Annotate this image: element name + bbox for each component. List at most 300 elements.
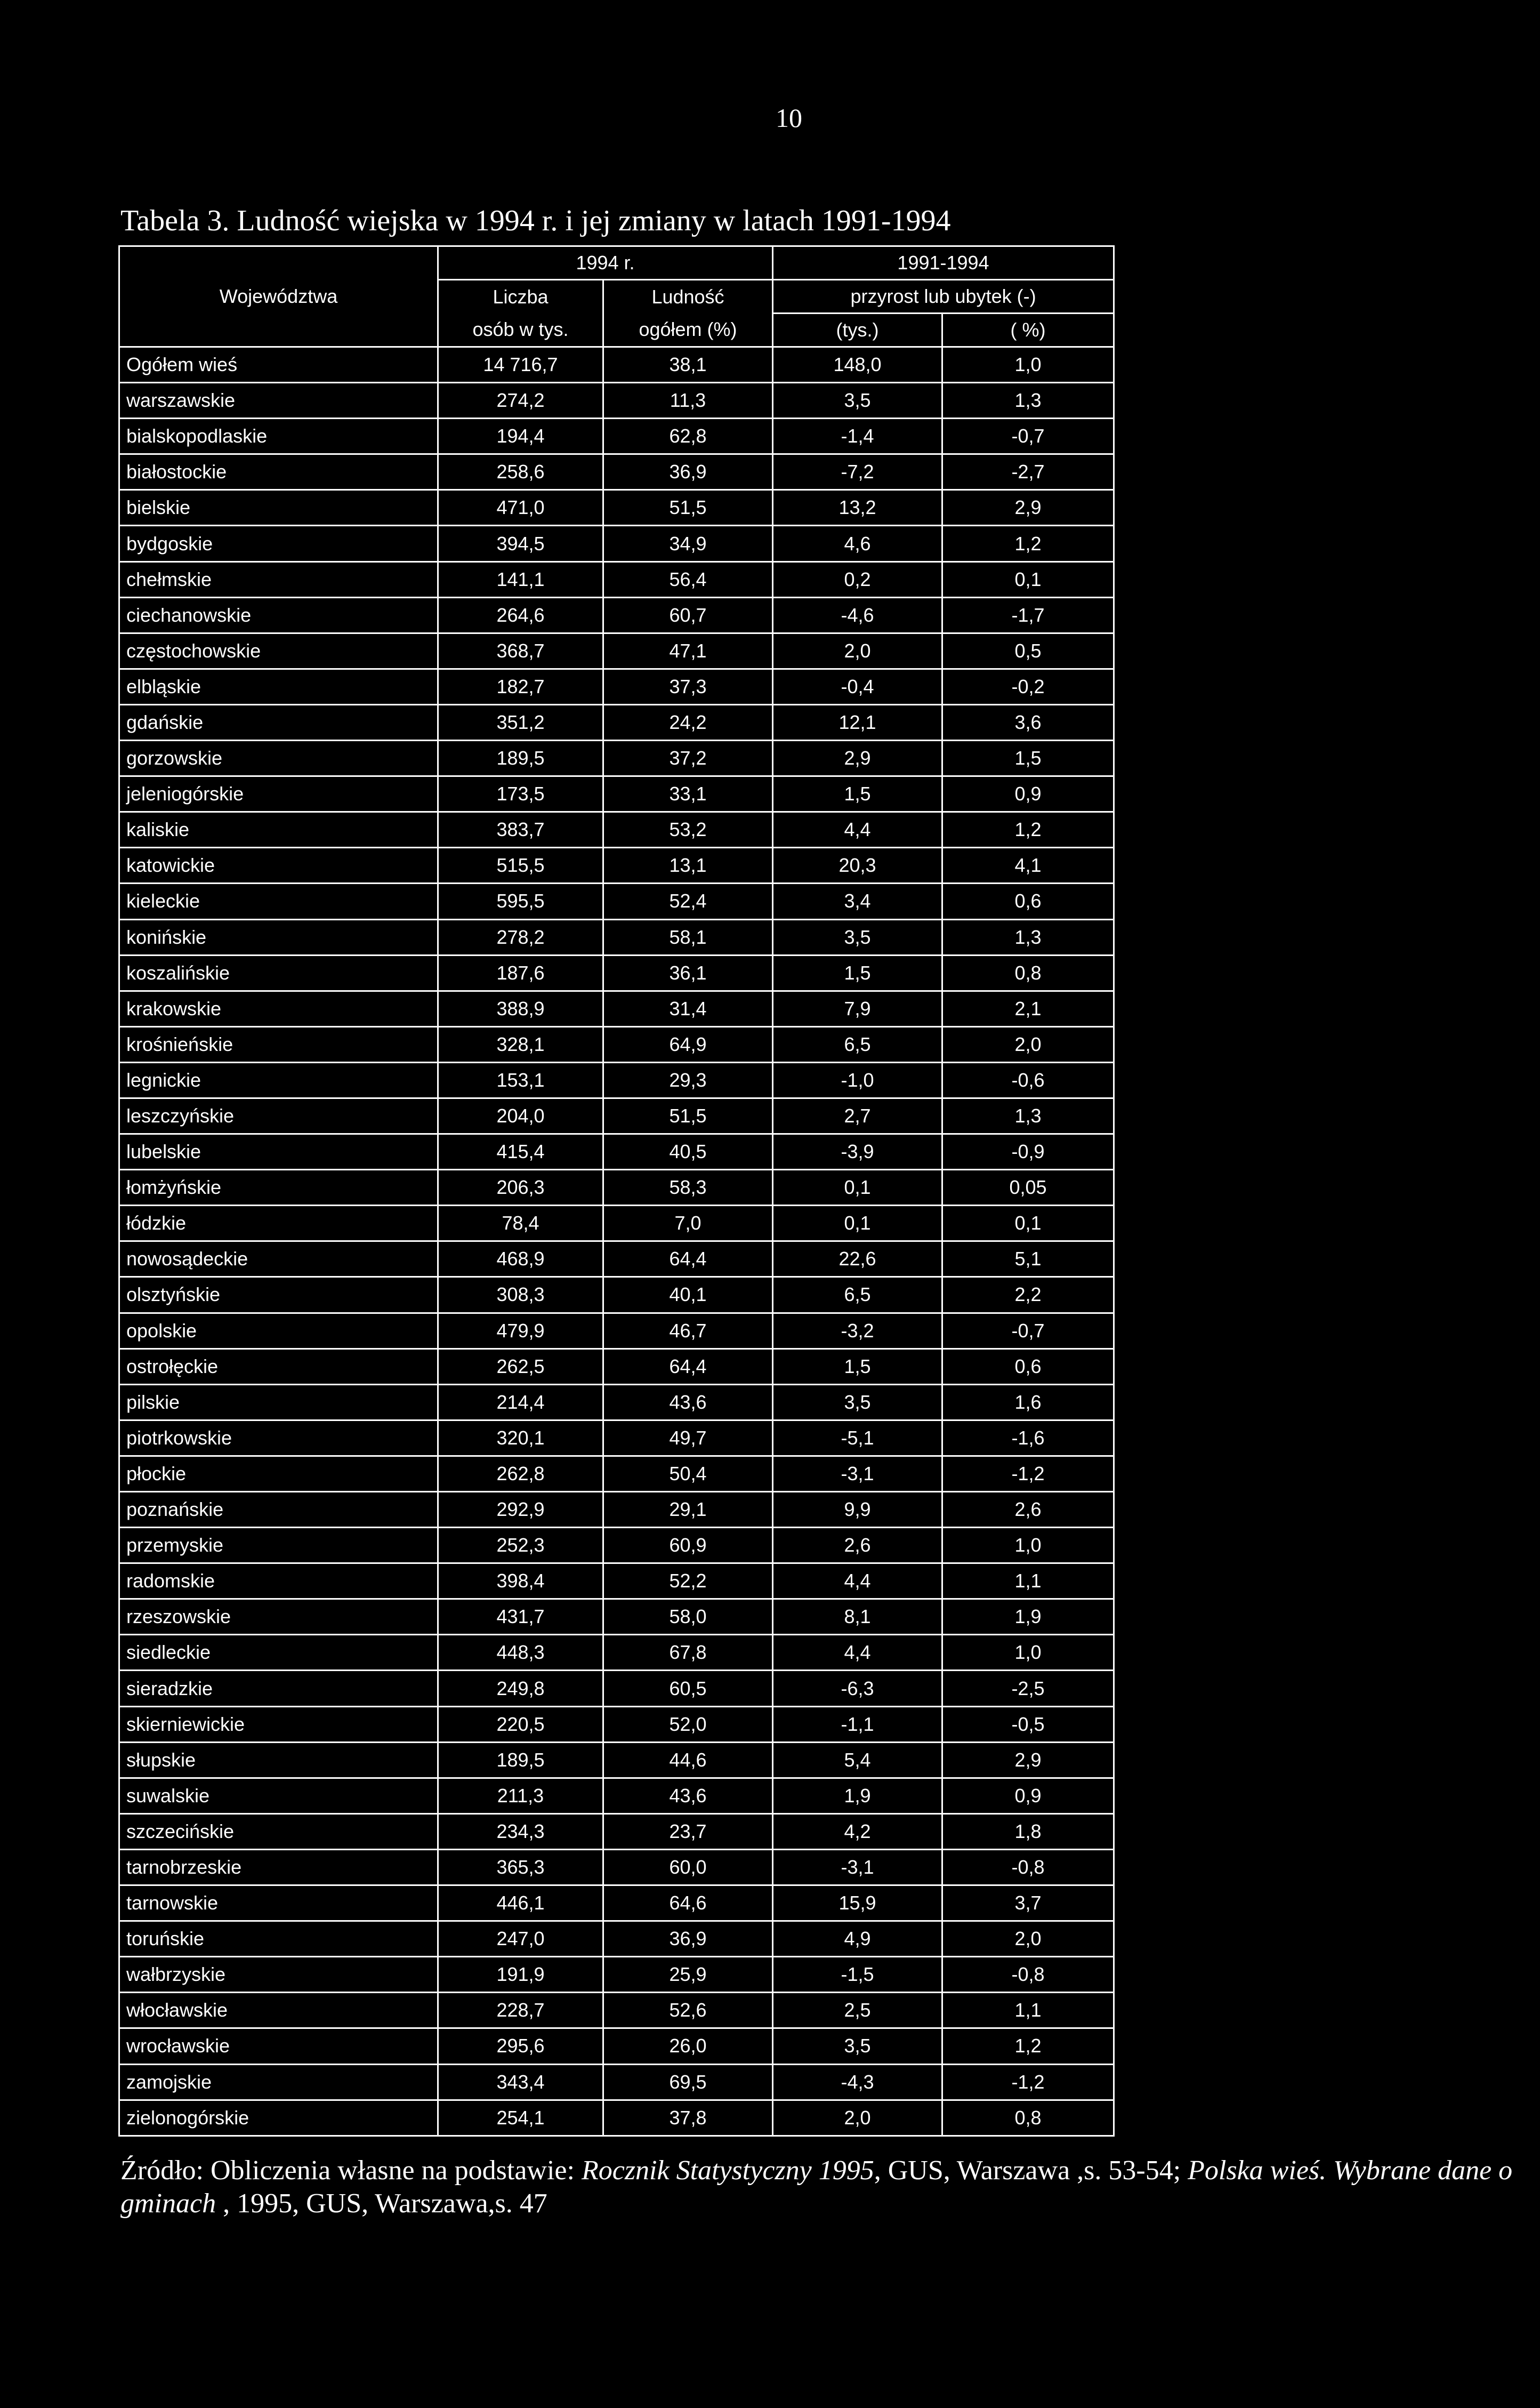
cell-share: 36,9 [603, 1921, 773, 1957]
table-row [119, 1420, 1114, 1456]
table-row [119, 1384, 1114, 1420]
cell-share: 52,0 [603, 1706, 773, 1742]
table-row [119, 1993, 1114, 2028]
cell-voivodeship: ostrołęckie [119, 1349, 438, 1384]
cell-change-abs: -1,5 [773, 1957, 942, 1993]
cell-voivodeship: przemyskie [119, 1528, 438, 1563]
cell-count: 220,5 [438, 1706, 603, 1742]
cell-change-abs: 7,9 [773, 991, 942, 1026]
cell-count: 274,2 [438, 383, 603, 419]
cell-count: 14 716,7 [438, 347, 603, 383]
cell-change-pct: 0,6 [942, 1349, 1114, 1384]
header-change: przyrost lub ubytek (-) [773, 280, 1114, 314]
cell-change-pct: 1,2 [942, 2028, 1114, 2064]
cell-share: 37,8 [603, 2100, 773, 2136]
cell-share: 69,5 [603, 2064, 773, 2100]
header-year-1994: 1994 r. [438, 246, 773, 280]
cell-change-abs: 5,4 [773, 1742, 942, 1778]
cell-change-abs: 2,9 [773, 741, 942, 776]
cell-share: 51,5 [603, 490, 773, 526]
cell-change-abs: -5,1 [773, 1420, 942, 1456]
cell-count: 308,3 [438, 1277, 603, 1313]
header-count-bottom: osób w tys. [438, 314, 603, 347]
cell-change-abs: 0,1 [773, 1170, 942, 1206]
table-row [119, 383, 1114, 419]
table-row [119, 1456, 1114, 1491]
cell-voivodeship: kaliskie [119, 812, 438, 848]
cell-change-pct: -1,6 [942, 1420, 1114, 1456]
cell-share: 60,0 [603, 1849, 773, 1885]
cell-share: 62,8 [603, 419, 773, 454]
cell-share: 24,2 [603, 704, 773, 740]
cell-count: 194,4 [438, 419, 603, 454]
cell-share: 31,4 [603, 991, 773, 1026]
cell-count: 228,7 [438, 1993, 603, 2028]
cell-voivodeship: zamojskie [119, 2064, 438, 2100]
table-body [119, 246, 1114, 2136]
cell-count: 468,9 [438, 1241, 603, 1277]
cell-voivodeship: bialskopodlaskie [119, 419, 438, 454]
cell-voivodeship: olsztyńskie [119, 1277, 438, 1313]
cell-count: 471,0 [438, 490, 603, 526]
cell-count: 479,9 [438, 1313, 603, 1349]
table-row [119, 884, 1114, 919]
cell-change-pct: 0,1 [942, 1206, 1114, 1241]
cell-change-abs: 20,3 [773, 848, 942, 884]
cell-change-abs: 3,5 [773, 2028, 942, 2064]
cell-voivodeship: konińskie [119, 919, 438, 955]
cell-voivodeship: ciechanowskie [119, 597, 438, 633]
cell-change-abs: 3,5 [773, 919, 942, 955]
cell-change-pct: 0,9 [942, 776, 1114, 812]
cell-count: 247,0 [438, 1921, 603, 1957]
cell-voivodeship: legnickie [119, 1062, 438, 1098]
cell-voivodeship: warszawskie [119, 383, 438, 419]
cell-change-abs: 0,2 [773, 561, 942, 597]
cell-count: 234,3 [438, 1813, 603, 1849]
cell-voivodeship: częstochowskie [119, 633, 438, 669]
cell-change-pct: 3,7 [942, 1885, 1114, 1921]
source-book-2-details: , 1995, GUS, Warszawa,s. 47 [216, 2188, 547, 2219]
cell-share: 56,4 [603, 561, 773, 597]
table-row [119, 1277, 1114, 1313]
cell-change-abs: -0,4 [773, 669, 942, 704]
table-row [119, 1813, 1114, 1849]
cell-change-pct: -0,5 [942, 1706, 1114, 1742]
cell-count: 78,4 [438, 1206, 603, 1241]
cell-change-pct: 1,3 [942, 383, 1114, 419]
table-row [119, 490, 1114, 526]
cell-count: 182,7 [438, 669, 603, 704]
cell-share: 11,3 [603, 383, 773, 419]
cell-share: 37,2 [603, 741, 773, 776]
table-row [119, 1492, 1114, 1528]
cell-change-abs: 1,9 [773, 1778, 942, 1813]
cell-change-pct: 1,9 [942, 1599, 1114, 1635]
header-population-bottom: ogółem (%) [603, 314, 773, 347]
cell-change-abs: -4,3 [773, 2064, 942, 2100]
cell-voivodeship: radomskie [119, 1563, 438, 1599]
cell-count: 189,5 [438, 741, 603, 776]
cell-change-pct: -2,7 [942, 454, 1114, 490]
cell-change-pct: 0,1 [942, 561, 1114, 597]
cell-count: 394,5 [438, 526, 603, 561]
cell-count: 368,7 [438, 633, 603, 669]
cell-share: 23,7 [603, 1813, 773, 1849]
cell-change-pct: 0,8 [942, 2100, 1114, 2136]
table-row [119, 419, 1114, 454]
cell-count: 189,5 [438, 1742, 603, 1778]
table-row [119, 812, 1114, 848]
cell-share: 53,2 [603, 812, 773, 848]
cell-voivodeship: bielskie [119, 490, 438, 526]
cell-voivodeship: siedleckie [119, 1635, 438, 1671]
cell-change-abs: 4,4 [773, 812, 942, 848]
header-voivodeship: Województwa [119, 246, 438, 347]
cell-change-pct: -1,2 [942, 2064, 1114, 2100]
cell-voivodeship: wrocławskie [119, 2028, 438, 2064]
cell-change-pct: 1,3 [942, 919, 1114, 955]
cell-share: 37,3 [603, 669, 773, 704]
cell-change-pct: 0,9 [942, 1778, 1114, 1813]
cell-change-abs: -4,6 [773, 597, 942, 633]
cell-count: 343,4 [438, 2064, 603, 2100]
cell-change-abs: 4,9 [773, 1921, 942, 1957]
table-row [119, 526, 1114, 561]
table-row [119, 454, 1114, 490]
header-period: 1991-1994 [773, 246, 1114, 280]
table-row [119, 1134, 1114, 1170]
table-row [119, 1062, 1114, 1098]
cell-change-pct: 1,2 [942, 526, 1114, 561]
cell-voivodeship: tarnobrzeskie [119, 1849, 438, 1885]
cell-count: 141,1 [438, 561, 603, 597]
cell-change-pct: 0,8 [942, 955, 1114, 991]
cell-change-pct: -0,9 [942, 1134, 1114, 1170]
cell-voivodeship: wałbrzyskie [119, 1957, 438, 1993]
cell-share: 52,2 [603, 1563, 773, 1599]
cell-change-abs: 2,0 [773, 633, 942, 669]
cell-change-abs: 2,0 [773, 2100, 942, 2136]
table-row [119, 1778, 1114, 1813]
cell-count: 351,2 [438, 704, 603, 740]
cell-share: 26,0 [603, 2028, 773, 2064]
cell-count: 264,6 [438, 597, 603, 633]
cell-change-pct: 2,2 [942, 1277, 1114, 1313]
cell-share: 51,5 [603, 1098, 773, 1134]
cell-change-abs: -1,1 [773, 1706, 942, 1742]
cell-share: 52,6 [603, 1993, 773, 2028]
cell-voivodeship: krakowskie [119, 991, 438, 1026]
cell-share: 49,7 [603, 1420, 773, 1456]
cell-voivodeship: leszczyńskie [119, 1098, 438, 1134]
cell-voivodeship: płockie [119, 1456, 438, 1491]
page-number: 10 [776, 103, 802, 133]
cell-share: 34,9 [603, 526, 773, 561]
population-table [118, 245, 1115, 2137]
table-row [119, 1671, 1114, 1706]
cell-change-pct: 1,5 [942, 741, 1114, 776]
table-row [119, 1957, 1114, 1993]
cell-count: 278,2 [438, 919, 603, 955]
cell-change-abs: -1,4 [773, 419, 942, 454]
cell-change-pct: -0,8 [942, 1957, 1114, 1993]
cell-voivodeship: nowosądeckie [119, 1241, 438, 1277]
cell-count: 252,3 [438, 1528, 603, 1563]
cell-change-pct: -0,7 [942, 1313, 1114, 1349]
table-row [119, 561, 1114, 597]
cell-voivodeship: suwalskie [119, 1778, 438, 1813]
table-row [119, 1706, 1114, 1742]
cell-share: 43,6 [603, 1384, 773, 1420]
cell-count: 415,4 [438, 1134, 603, 1170]
cell-count: 320,1 [438, 1420, 603, 1456]
table-row [119, 347, 1114, 383]
cell-count: 173,5 [438, 776, 603, 812]
cell-change-abs: 0,1 [773, 1206, 942, 1241]
cell-change-pct: -0,6 [942, 1062, 1114, 1098]
table-row [119, 1349, 1114, 1384]
cell-count: 249,8 [438, 1671, 603, 1706]
cell-change-abs: -6,3 [773, 1671, 942, 1706]
cell-share: 36,1 [603, 955, 773, 991]
cell-change-abs: 2,5 [773, 1993, 942, 2028]
cell-change-pct: 1,0 [942, 1635, 1114, 1671]
cell-change-pct: 1,1 [942, 1993, 1114, 2028]
cell-change-pct: -0,8 [942, 1849, 1114, 1885]
cell-change-abs: 4,4 [773, 1635, 942, 1671]
cell-change-abs: 8,1 [773, 1599, 942, 1635]
cell-count: 191,9 [438, 1957, 603, 1993]
cell-voivodeship: Ogółem wieś [119, 347, 438, 383]
cell-change-pct: -0,7 [942, 419, 1114, 454]
cell-count: 262,5 [438, 1349, 603, 1384]
cell-change-abs: 148,0 [773, 347, 942, 383]
cell-change-abs: -3,2 [773, 1313, 942, 1349]
cell-count: 254,1 [438, 2100, 603, 2136]
cell-share: 33,1 [603, 776, 773, 812]
cell-voivodeship: skierniewickie [119, 1706, 438, 1742]
cell-share: 38,1 [603, 347, 773, 383]
cell-count: 153,1 [438, 1062, 603, 1098]
cell-share: 44,6 [603, 1742, 773, 1778]
cell-voivodeship: łomżyńskie [119, 1170, 438, 1206]
cell-change-abs: 13,2 [773, 490, 942, 526]
cell-change-abs: 4,6 [773, 526, 942, 561]
table-title: Tabela 3. Ludność wiejska w 1994 r. i jej zmiany w latach 1991-1994 [120, 204, 951, 237]
header-count-top: Liczba [438, 280, 603, 314]
cell-change-pct: 4,1 [942, 848, 1114, 884]
cell-voivodeship: krośnieńskie [119, 1026, 438, 1062]
table-row [119, 1742, 1114, 1778]
cell-share: 50,4 [603, 1456, 773, 1491]
cell-share: 67,8 [603, 1635, 773, 1671]
cell-change-abs: 2,7 [773, 1098, 942, 1134]
cell-change-abs: 15,9 [773, 1885, 942, 1921]
cell-change-pct: -2,5 [942, 1671, 1114, 1706]
cell-change-abs: 1,5 [773, 776, 942, 812]
cell-count: 365,3 [438, 1849, 603, 1885]
cell-count: 214,4 [438, 1384, 603, 1420]
cell-count: 204,0 [438, 1098, 603, 1134]
cell-change-abs: 6,5 [773, 1277, 942, 1313]
cell-share: 64,4 [603, 1349, 773, 1384]
cell-change-abs: -3,1 [773, 1849, 942, 1885]
cell-share: 60,7 [603, 597, 773, 633]
cell-share: 43,6 [603, 1778, 773, 1813]
cell-voivodeship: pilskie [119, 1384, 438, 1420]
cell-share: 58,0 [603, 1599, 773, 1635]
cell-count: 398,4 [438, 1563, 603, 1599]
table-row [119, 1241, 1114, 1277]
table-row [119, 1206, 1114, 1241]
cell-share: 52,4 [603, 884, 773, 919]
cell-change-pct: 2,1 [942, 991, 1114, 1026]
cell-share: 64,9 [603, 1026, 773, 1062]
cell-change-pct: 1,3 [942, 1098, 1114, 1134]
header-row-1 [119, 246, 1114, 280]
cell-change-abs: 9,9 [773, 1492, 942, 1528]
cell-change-abs: 22,6 [773, 1241, 942, 1277]
cell-count: 206,3 [438, 1170, 603, 1206]
cell-share: 60,5 [603, 1671, 773, 1706]
table-row [119, 1563, 1114, 1599]
cell-voivodeship: jeleniogórskie [119, 776, 438, 812]
cell-change-abs: 6,5 [773, 1026, 942, 1062]
cell-count: 448,3 [438, 1635, 603, 1671]
cell-change-pct: 0,05 [942, 1170, 1114, 1206]
cell-count: 292,9 [438, 1492, 603, 1528]
cell-change-abs: -1,0 [773, 1062, 942, 1098]
cell-voivodeship: piotrkowskie [119, 1420, 438, 1456]
cell-change-abs: 1,5 [773, 955, 942, 991]
cell-share: 29,3 [603, 1062, 773, 1098]
cell-change-pct: 5,1 [942, 1241, 1114, 1277]
cell-change-abs: 3,5 [773, 1384, 942, 1420]
table-row [119, 1098, 1114, 1134]
cell-change-pct: 1,8 [942, 1813, 1114, 1849]
table-row [119, 1849, 1114, 1885]
cell-voivodeship: poznańskie [119, 1492, 438, 1528]
cell-change-pct: 1,0 [942, 1528, 1114, 1563]
cell-share: 25,9 [603, 1957, 773, 1993]
header-population-top: Ludność [603, 280, 773, 314]
cell-count: 187,6 [438, 955, 603, 991]
cell-voivodeship: włocławskie [119, 1993, 438, 2028]
cell-count: 431,7 [438, 1599, 603, 1635]
cell-count: 328,1 [438, 1026, 603, 1062]
source-prefix: Źródło: Obliczenia własne na podstawie: [120, 2155, 582, 2186]
cell-share: 46,7 [603, 1313, 773, 1349]
table-row [119, 1635, 1114, 1671]
cell-share: 36,9 [603, 454, 773, 490]
cell-change-abs: -3,9 [773, 1134, 942, 1170]
cell-change-abs: 2,6 [773, 1528, 942, 1563]
cell-change-pct: 1,1 [942, 1563, 1114, 1599]
table-row [119, 597, 1114, 633]
table-row [119, 1170, 1114, 1206]
cell-count: 515,5 [438, 848, 603, 884]
table-row [119, 2064, 1114, 2100]
cell-change-abs: 4,4 [773, 1563, 942, 1599]
cell-count: 211,3 [438, 1778, 603, 1813]
cell-change-abs: 3,4 [773, 884, 942, 919]
table-row [119, 741, 1114, 776]
cell-count: 295,6 [438, 2028, 603, 2064]
cell-voivodeship: szczecińskie [119, 1813, 438, 1849]
cell-voivodeship: kieleckie [119, 884, 438, 919]
table-row [119, 1921, 1114, 1957]
cell-change-abs: -3,1 [773, 1456, 942, 1491]
table-row [119, 919, 1114, 955]
cell-voivodeship: lubelskie [119, 1134, 438, 1170]
cell-voivodeship: koszalińskie [119, 955, 438, 991]
cell-change-pct: -1,2 [942, 1456, 1114, 1491]
cell-voivodeship: zielonogórskie [119, 2100, 438, 2136]
cell-share: 13,1 [603, 848, 773, 884]
cell-voivodeship: toruńskie [119, 1921, 438, 1957]
cell-voivodeship: elbląskie [119, 669, 438, 704]
source-book-1-details: , GUS, Warszawa ,s. 53-54; [874, 2155, 1188, 2186]
cell-share: 47,1 [603, 633, 773, 669]
header-change-abs: (tys.) [773, 314, 942, 347]
table-row [119, 669, 1114, 704]
cell-share: 40,5 [603, 1134, 773, 1170]
cell-voivodeship: rzeszowskie [119, 1599, 438, 1635]
cell-voivodeship: opolskie [119, 1313, 438, 1349]
cell-change-abs: 1,5 [773, 1349, 942, 1384]
cell-change-abs: -7,2 [773, 454, 942, 490]
cell-change-pct: 2,6 [942, 1492, 1114, 1528]
cell-change-pct: -0,2 [942, 669, 1114, 704]
table-row [119, 1599, 1114, 1635]
cell-voivodeship: białostockie [119, 454, 438, 490]
cell-change-pct: 0,6 [942, 884, 1114, 919]
cell-share: 7,0 [603, 1206, 773, 1241]
cell-voivodeship: słupskie [119, 1742, 438, 1778]
cell-voivodeship: gdańskie [119, 704, 438, 740]
cell-share: 40,1 [603, 1277, 773, 1313]
cell-voivodeship: sieradzkie [119, 1671, 438, 1706]
cell-change-pct: 2,9 [942, 1742, 1114, 1778]
table-row [119, 704, 1114, 740]
table-row [119, 1885, 1114, 1921]
cell-share: 58,3 [603, 1170, 773, 1206]
cell-change-pct: 1,0 [942, 347, 1114, 383]
cell-share: 60,9 [603, 1528, 773, 1563]
cell-change-pct: 1,2 [942, 812, 1114, 848]
cell-share: 58,1 [603, 919, 773, 955]
cell-count: 262,8 [438, 1456, 603, 1491]
cell-voivodeship: tarnowskie [119, 1885, 438, 1921]
cell-count: 383,7 [438, 812, 603, 848]
cell-voivodeship: gorzowskie [119, 741, 438, 776]
source-book-1: Rocznik Statystyczny 1995 [581, 2155, 874, 2186]
cell-change-pct: 1,6 [942, 1384, 1114, 1420]
cell-voivodeship: katowickie [119, 848, 438, 884]
table-row [119, 955, 1114, 991]
cell-voivodeship: chełmskie [119, 561, 438, 597]
table-row [119, 2028, 1114, 2064]
table-row [119, 1026, 1114, 1062]
table-row [119, 1528, 1114, 1563]
cell-voivodeship: bydgoskie [119, 526, 438, 561]
table-row [119, 991, 1114, 1026]
cell-count: 446,1 [438, 1885, 603, 1921]
table-row [119, 848, 1114, 884]
table-row [119, 776, 1114, 812]
cell-change-pct: 2,0 [942, 1026, 1114, 1062]
